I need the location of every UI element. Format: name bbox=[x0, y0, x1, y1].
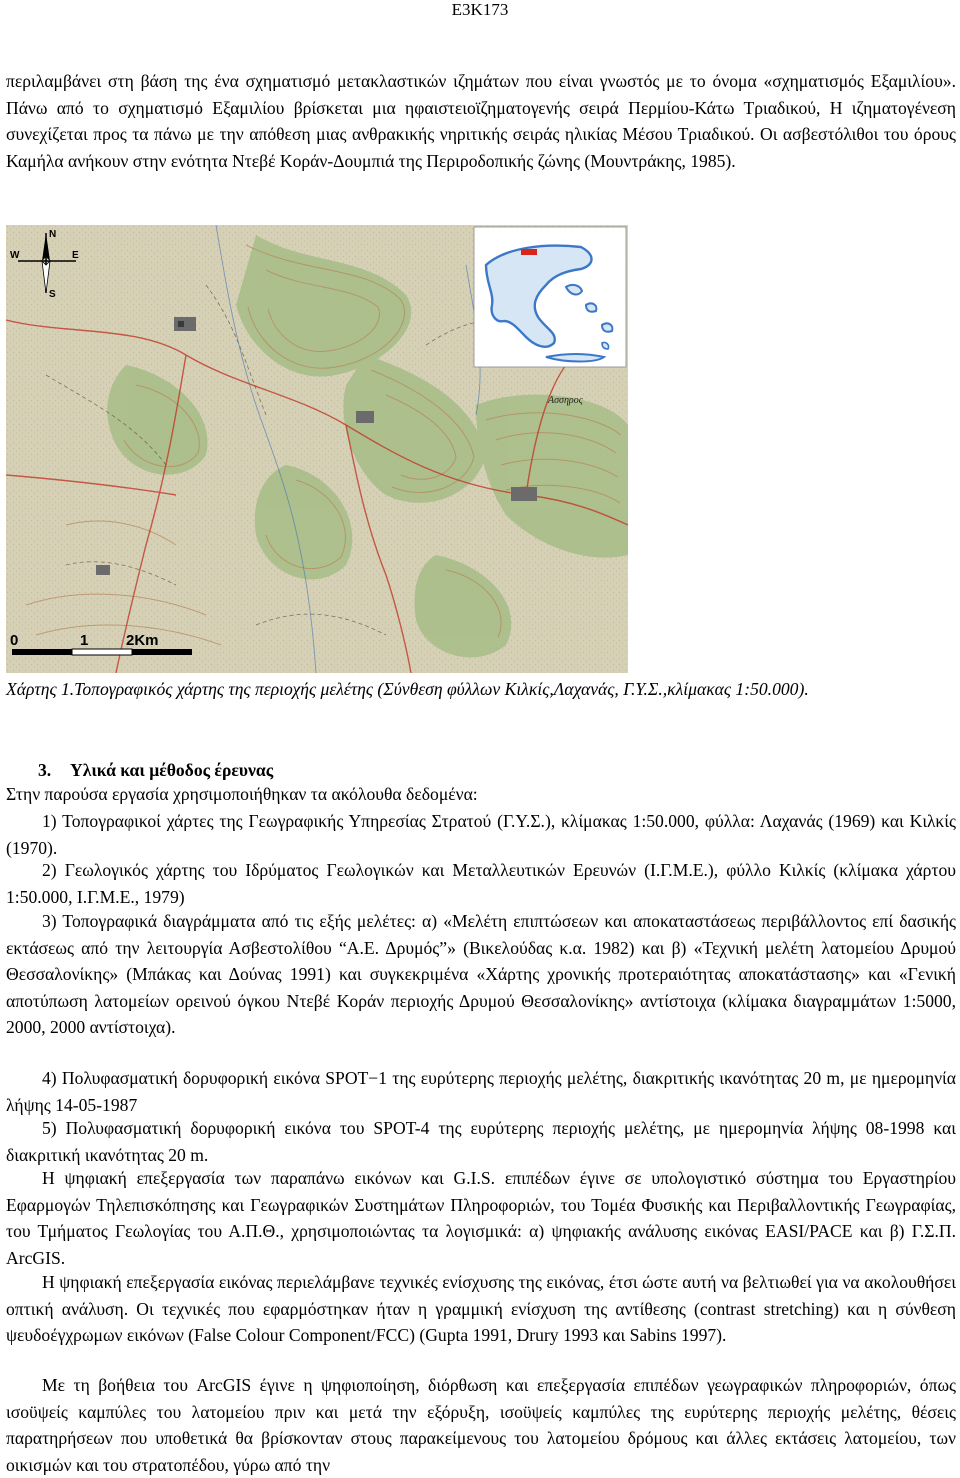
page-header-code: E3K173 bbox=[451, 0, 509, 19]
place-label-assiros: Ασσηρος bbox=[548, 395, 583, 406]
paragraph-item-5: 5) Πολυφασματική δορυφορική εικόνα του SPOT-4 της ευρύτερης περιοχής μελέτης, με ημερομηνία λήψης 08-1998 και διακριτική ικανότητας 20 m. bbox=[6, 1118, 956, 1165]
section-number: 3. bbox=[38, 760, 52, 780]
topographic-map-figure bbox=[6, 225, 628, 673]
paragraph-item-1: 1) Τοπογραφικοί χάρτες της Γεωγραφικής Υπηρεσίας Στρατού (Γ.Υ.Σ.), κλίμακας 1:50.000, φύλλα: Λαχανάς (1969) και Κιλκίς (1970). bbox=[6, 811, 956, 858]
compass-east-label: E bbox=[72, 250, 79, 261]
scale-label-one: 1 bbox=[80, 632, 89, 649]
scale-label-zero: 0 bbox=[10, 632, 19, 649]
paragraph-item-4: 4) Πολυφασματική δορυφορική εικόνα SPOT−1 της ευρύτερης περιοχής μελέτης, διακριτικής ικανότητας 20 m, με ημερομηνία λήψης 14-05-1987 bbox=[6, 1068, 956, 1115]
compass-north-label: N bbox=[49, 229, 57, 240]
figure-caption: Χάρτης 1.Τοπογραφικός χάρτης της περιοχής μελέτης (Σύνθεση φύλλων Κιλκίς,Λαχανάς, Γ.Υ.Σ.,κλίμακας 1:50.000). bbox=[6, 679, 809, 699]
paragraph-item-3: 3) Τοπογραφικά διαγράμματα από τις εξής μελέτες: α) «Μελέτη επιπτώσεων και αποκαταστάσεως περιβάλλοντος επί δασικής εκτάσεως από την λειτουργία Ασβεστολίθου “Α.Ε. Δρυμός”» (Βικελούδας κ.α. 1982) και β) «Τεχνική μελέτη λατομείου Δρυμού Θεσσαλονίκης» (Μπάκας και Δούνας 1991) και συγκεκριμένα «Χάρτης χρονικής προτεραιότητας αποκατάστασης» και «Γενική αποτύπωση λατομείων ορεινού όγκου Ντεβέ Κοράν περιοχής Δρυμού Θεσσαλονίκης» αντίστοιχα (κλίμακα διαγραμμάτων 1:5000, 2000, 2000 αντίστοιχα). bbox=[6, 911, 956, 1037]
section-title: Υλικά και μέθοδος έρευνας bbox=[70, 760, 274, 780]
scale-label-two-km: 2Km bbox=[126, 632, 159, 649]
paragraph-arcgis: Με τη βοήθεια του ArcGIS έγινε η ψηφιοποίηση, διόρθωση και επεξεργασία επιπέδων γεωγραφικών πληροφοριών, όπως ισοϋψείς καμπύλες του λατομείου πριν και μετά την εξόρυξη, ισοϋψείς καμπύλες της ευρύτερης περιοχής μελέτης, θέσεις παρατηρήσεων που υποθετικά θα βρίσκονταν στους παρακείμενους του λατομείου δρόμους και άλλες εκτάσεις λατομείου, των οικισμών και του στρατοπέδου, γύρω από την bbox=[6, 1375, 956, 1475]
paragraph-data-intro: Στην παρούσα εργασία χρησιμοποιήθηκαν τα ακόλουθα δεδομένα: bbox=[6, 784, 478, 804]
intro-paragraph: περιλαμβάνει στη βάση της ένα σχηματισμό μετακλαστικών ιζημάτων που είναι γνωστός με το όνομα «σχηματισμός Εξαμιλίου». Πάνω από το σχηματισμό Εξαμιλίου βρίσκεται μια ηφαιστειοϊζηματογενής σειρά Περμίου-Κάτω Τριαδικού, Η ιζηματογένεση συνεχίζεται προς τα πάνω με την απόθεση μιας ανθρακικής νηριτικής σειράς ηλικίας Μέσου Τριαδικού. Οι ασβεστόλιθοι του όρους Καμήλα ανήκουν στην ενότητα Ντεβέ Κοράν-Δουμπιά της Περιροδοπικής ζώνης (Μουντράκης, 1985). bbox=[6, 71, 956, 171]
study-area-marker bbox=[521, 249, 537, 255]
compass-west-label: W bbox=[10, 250, 20, 261]
section-heading bbox=[38, 757, 273, 783]
paragraph-item-2: 2) Γεωλογικός χάρτης του Ιδρύματος Γεωλογικών και Μεταλλευτικών Ερευνών (Ι.Γ.Μ.Ε.), φύλλο Κιλκίς (κλίμακα χάρτου 1:50.000, Ι.Γ.Μ.Ε., 1979) bbox=[6, 860, 956, 907]
paragraph-digital-processing: Η ψηφιακή επεξεργασία των παραπάνω εικόνων και G.I.S. επιπέδων έγινε σε υπολογιστικό σύστημα του Εργαστηρίου Εφαρμογών Τηλεπισκόπησης και Γεωγραφικών Συστημάτων Πληροφοριών, του Τομέα Φυσικής και Περιβαλλοντικής Γεωγραφίας, του Τμήματος Γεωλογίας του Α.Π.Θ., χρησιμοποιώντας τα λογισμικά: α) ψηφιακής ανάλυσης εικόνας EASI/PACE και β) Γ.Σ.Π. ArcGIS. bbox=[6, 1168, 956, 1268]
greece-inset-map bbox=[474, 227, 626, 367]
topographic-map-image bbox=[6, 225, 628, 673]
paragraph-image-enhancement: Η ψηφιακή επεξεργασία εικόνας περιελάμβανε τεχνικές ενίσχυσης της εικόνας, έτσι ώστε αυτή να βελτιωθεί για να ακολουθήσει οπτική ανάλυση. Οι τεχνικές που εφαρμόστηκαν ήταν η γραμμική ενίσχυση της αντίθεσης (contrast stretching) και η σύνθεση ψευδοέγχρωμων εικόνων (False Colour Component/FCC) (Gupta 1991, Drury 1993 και Sabins 1997). bbox=[6, 1272, 956, 1345]
compass-south-label: S bbox=[49, 289, 56, 300]
